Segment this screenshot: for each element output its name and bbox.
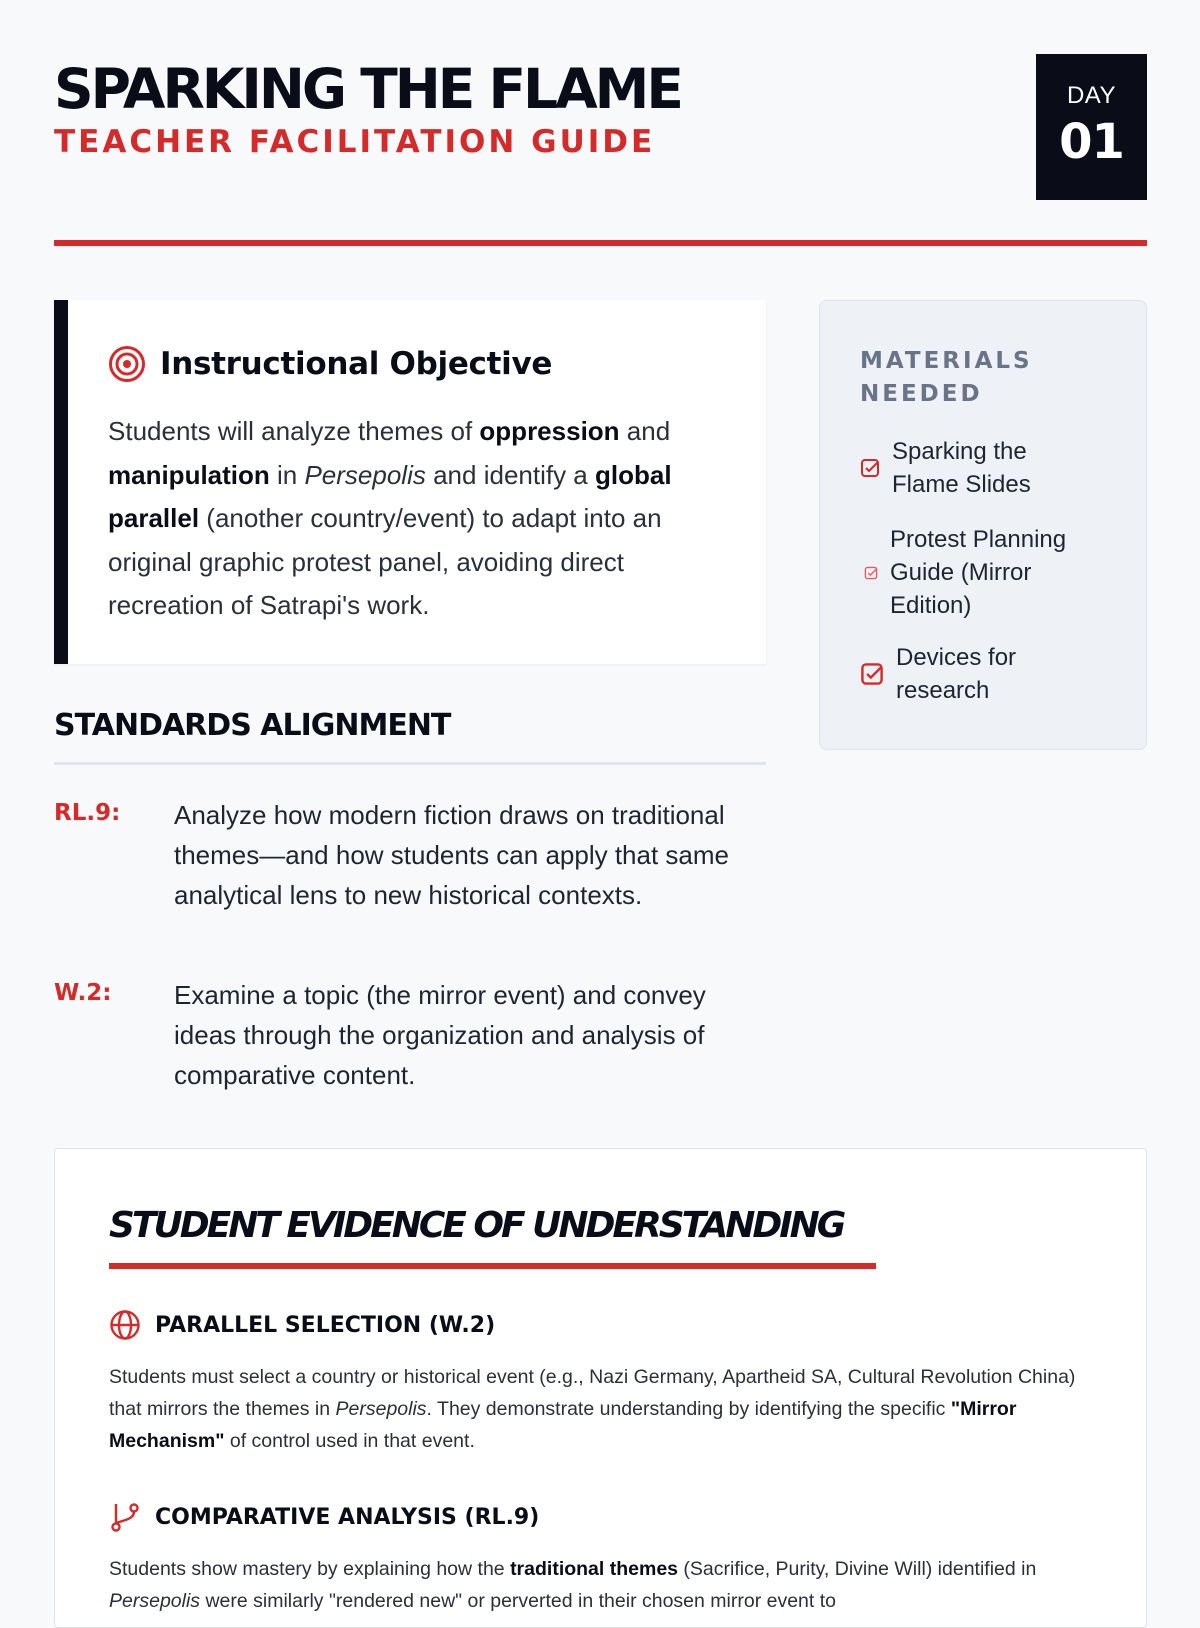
page-title: SPARKING THE FLAME <box>54 57 681 121</box>
standards-divider <box>54 762 766 765</box>
target-icon <box>108 345 146 383</box>
emphasis-mirror-mechanism: "Mirror Mechanism" <box>109 1398 1017 1452</box>
book-title: Persepolis <box>109 1590 201 1612</box>
materials-card <box>819 300 1147 750</box>
evidence-section-text: Students show mastery by explaining how the traditional themes (Sacrifice, Purity, Divine Will) identified in Persepolis were similarly "rendered new" or perverted in their chosen mirror event to <box>109 1558 1037 1612</box>
objective-title: Instructional Objective <box>160 346 553 382</box>
objective-text: Students will analyze themes of oppression and manipulation in Persepolis and identify a global parallel (another country/event) to adapt into an original graphic protest panel, avoiding direct recreation of Satrapi's work. <box>108 416 672 620</box>
book-title: Persepolis <box>304 459 426 490</box>
materials-item-label: Devices for research <box>896 644 1017 704</box>
day-badge <box>1036 54 1147 200</box>
standards-title: STANDARDS ALIGNMENT <box>54 708 451 743</box>
day-label: DAY <box>1066 82 1117 109</box>
git-branch-icon <box>109 1501 141 1533</box>
evidence-section-header <box>109 1309 495 1341</box>
evidence-section-heading: PARALLEL SELECTION (W.2) <box>155 1312 496 1338</box>
evidence-section-text: Students must select a country or historical event (e.g., Nazi Germany, Apartheid SA, Cultural Revolution China) that mirrors the themes in Persepolis. They demonstrate understanding by identifying the specific "Mirror Mechanism" of control used in that event. <box>109 1366 1076 1452</box>
standard-code: W.2: <box>54 980 112 1006</box>
evidence-card <box>54 1148 1147 1628</box>
standard-text: Examine a topic (the mirror event) and convey ideas through the organization and analysis of comparative content. <box>174 980 706 1090</box>
materials-item <box>860 523 1110 622</box>
emphasis-manipulation: manipulation <box>108 459 270 490</box>
emphasis-oppression: oppression <box>479 416 620 446</box>
square-check-icon <box>860 458 880 478</box>
evidence-section-heading: COMPARATIVE ANALYSIS (RL.9) <box>155 1504 540 1530</box>
standard-code: RL.9: <box>54 800 121 826</box>
evidence-title: STUDENT EVIDENCE OF UNDERSTANDING <box>109 1205 844 1246</box>
objective-header <box>108 344 552 384</box>
evidence-section-header <box>109 1501 539 1533</box>
materials-item <box>860 435 1100 501</box>
emphasis-global-parallel: global parallel <box>108 459 672 533</box>
materials-title: MATERIALS NEEDED <box>860 348 1033 407</box>
evidence-title-underline <box>109 1263 876 1269</box>
header-divider <box>54 240 1147 246</box>
standard-text: Analyze how modern fiction draws on traditional themes—and how students can apply that same analytical lens to new historical contexts. <box>174 800 729 910</box>
square-check-icon <box>864 566 878 580</box>
square-check-icon <box>860 662 884 686</box>
emphasis-traditional-themes: traditional themes <box>510 1558 679 1580</box>
page-header <box>54 56 1147 206</box>
page-subtitle: TEACHER FACILITATION GUIDE <box>54 124 656 160</box>
day-number: 01 <box>1059 114 1124 170</box>
materials-item-label: Sparking the Flame Slides <box>892 438 1031 498</box>
book-title: Persepolis <box>335 1398 427 1420</box>
materials-item <box>860 641 1110 707</box>
objective-card <box>54 300 766 664</box>
globe-icon <box>109 1309 141 1341</box>
materials-item-label: Protest Planning Guide (Mirror Edition) <box>890 526 1067 619</box>
